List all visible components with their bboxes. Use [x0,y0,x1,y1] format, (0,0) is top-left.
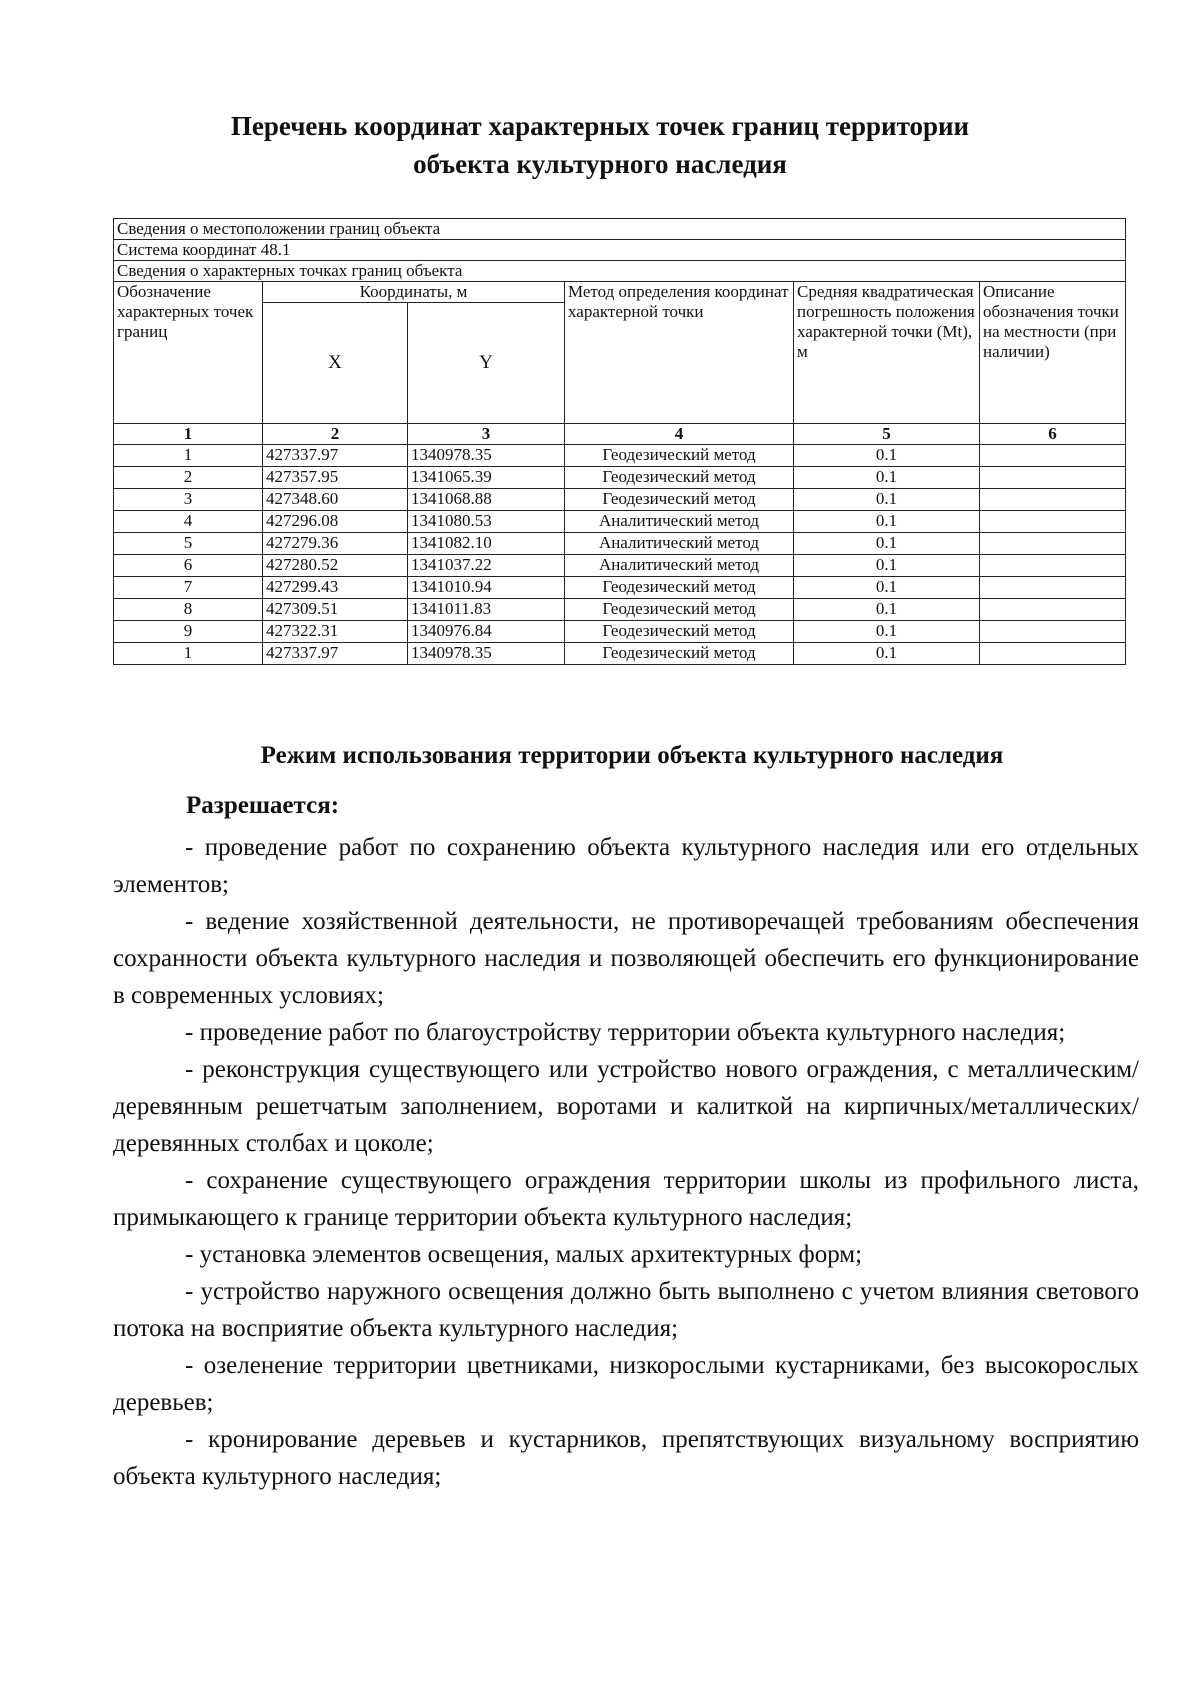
point-x: 427337.97 [263,445,408,467]
point-description [980,621,1126,643]
coordinates-table [113,218,1126,665]
list-item: - сохранение существующего ограждения территории школы из профильного листа, примыкающего к границе территории объекта культурного наследия; [113,1167,1139,1231]
point-method: Геодезический метод [565,467,794,489]
point-description [980,489,1126,511]
list-item: - реконструкция существующего или устройство нового ограждения, с металлическим/деревянным решетчатым заполнением, воротами и калиткой на кирпичных/металлических/деревянных столбах и цоколе; [113,1056,1139,1157]
column-number: 6 [980,424,1126,445]
table-row [114,577,1126,599]
point-method: Геодезический метод [565,643,794,665]
point-number: 7 [114,577,263,599]
table-row [114,511,1126,533]
point-x: 427348.60 [263,489,408,511]
point-x: 427279.36 [263,533,408,555]
point-method: Геодезический метод [565,577,794,599]
table-row [114,445,1126,467]
point-description [980,555,1126,577]
point-y: 1340978.35 [408,643,565,665]
point-y: 1341065.39 [408,467,565,489]
point-y: 1340976.84 [408,621,565,643]
list-item: - установка элементов освещения, малых архитектурных форм; [185,1241,863,1268]
point-method: Геодезический метод [565,445,794,467]
header-designation: Обозначение характерных точек границ [114,282,263,424]
point-description [980,511,1126,533]
document-title-line-1: Перечень координат характерных точек границ территории [230,111,970,141]
list-item: - кронирование деревьев и кустарников, препятствующих визуальному восприятию объекта культурного наследия; [113,1426,1139,1490]
header-error: Средняя квадратическая погрешность положения характерной точки (Mt), м [794,282,980,424]
point-method: Аналитический метод [565,533,794,555]
point-y: 1341082.10 [408,533,565,555]
list-item: - проведение работ по благоустройству территории объекта культурного наследия; [185,1019,1066,1046]
point-number: 2 [114,467,263,489]
list-item: - ведение хозяйственной деятельности, не противоречащей требованиям обеспечения сохранности объекта культурного наследия и позволяющей обеспечить его функционирование в современных условиях; [113,908,1139,1009]
document-title-line-2: объекта культурного наследия [413,149,787,179]
point-number: 8 [114,599,263,621]
point-mt: 0.1 [794,599,980,621]
table-row [114,621,1126,643]
point-description [980,533,1126,555]
table-row [114,489,1126,511]
header-coordinates: Координаты, м [263,282,565,303]
point-method: Аналитический метод [565,511,794,533]
point-mt: 0.1 [794,577,980,599]
point-method: Геодезический метод [565,621,794,643]
point-number: 1 [114,643,263,665]
column-number: 2 [263,424,408,445]
point-mt: 0.1 [794,467,980,489]
point-x: 427322.31 [263,621,408,643]
point-mt: 0.1 [794,643,980,665]
list-item: - озеленение территории цветниками, низкорослыми кустарниками, без высокорослых деревьев; [113,1352,1139,1416]
table-row-points-info: Сведения о характерных точках границ объекта [114,261,1126,282]
point-mt: 0.1 [794,555,980,577]
table-row-coordinate-system: Система координат 48.1 [114,240,1126,261]
point-number: 1 [114,445,263,467]
table-row [114,555,1126,577]
point-x: 427296.08 [263,511,408,533]
point-method: Геодезический метод [565,489,794,511]
table-row [114,467,1126,489]
column-number: 3 [408,424,565,445]
point-method: Геодезический метод [565,599,794,621]
point-method: Аналитический метод [565,555,794,577]
header-x: X [263,303,408,424]
table-row [114,533,1126,555]
point-x: 427337.97 [263,643,408,665]
point-y: 1341080.53 [408,511,565,533]
point-description [980,445,1126,467]
point-y: 1341011.83 [408,599,565,621]
point-x: 427280.52 [263,555,408,577]
point-number: 4 [114,511,263,533]
point-number: 5 [114,533,263,555]
header-method: Метод определения координат характерной точки [565,282,794,424]
point-x: 427299.43 [263,577,408,599]
column-number: 1 [114,424,263,445]
point-number: 3 [114,489,263,511]
allowed-list [113,829,1139,1495]
point-mt: 0.1 [794,533,980,555]
column-number: 5 [794,424,980,445]
point-description [980,643,1126,665]
header-description: Описание обозначения точки на местности (при наличии) [980,282,1126,424]
point-mt: 0.1 [794,621,980,643]
point-mt: 0.1 [794,511,980,533]
regime-heading: Режим использования территории объекта культурного наследия [260,742,1004,769]
point-number: 9 [114,621,263,643]
point-mt: 0.1 [794,445,980,467]
point-x: 427357.95 [263,467,408,489]
point-x: 427309.51 [263,599,408,621]
point-y: 1341010.94 [408,577,565,599]
column-number: 4 [565,424,794,445]
point-description [980,467,1126,489]
point-mt: 0.1 [794,489,980,511]
point-description [980,599,1126,621]
point-y: 1341037.22 [408,555,565,577]
header-y: Y [408,303,565,424]
point-y: 1340978.35 [408,445,565,467]
column-numbers-row [114,424,1126,445]
table-row-location: Сведения о местоположении границ объекта [114,219,1126,240]
allowed-heading: Разрешается: [186,792,340,819]
table-row [114,643,1126,665]
point-number: 6 [114,555,263,577]
table-row [114,599,1126,621]
list-item: - устройство наружного освещения должно быть выполнено с учетом влияния светового потока на восприятие объекта культурного наследия; [113,1278,1139,1342]
point-description [980,577,1126,599]
point-y: 1341068.88 [408,489,565,511]
list-item: - проведение работ по сохранению объекта культурного наследия или его отдельных элементов; [113,834,1139,898]
